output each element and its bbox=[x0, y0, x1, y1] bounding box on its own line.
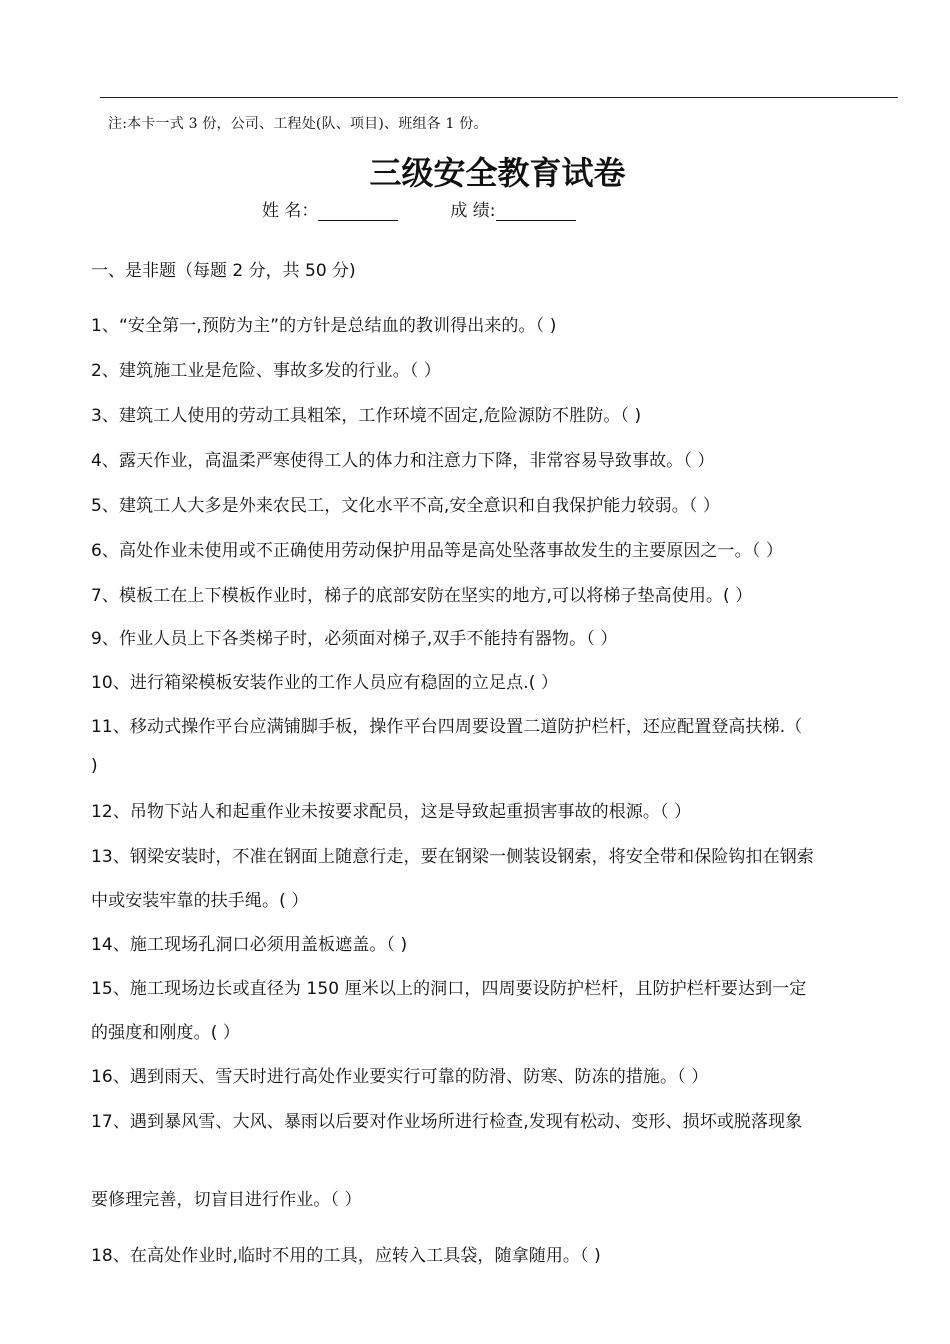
student-info-fields bbox=[262, 196, 576, 221]
top-divider bbox=[100, 97, 898, 98]
question-line: 16、遇到雨天、雪天时进行高处作业要实行可靠的防滑、防寒、防冻的措施。（ ） bbox=[91, 1067, 709, 1087]
question-line: 10、进行箱梁模板安装作业的工作人员应有稳固的立足点.( ） bbox=[91, 673, 559, 693]
score-label: 成 绩: bbox=[450, 201, 496, 221]
question-line: 7、模板工在上下模板作业时，梯子的底部安防在坚实的地方,可以将梯子垫高使用。( ） bbox=[91, 586, 753, 606]
header-note: 注:本卡一式 3 份，公司、工程处(队、项目)、班组各 1 份。 bbox=[108, 116, 488, 132]
question-line: 15、施工现场边长或直径为 150 厘米以上的洞口，四周要设防护栏杆，且防护栏杆要达到一定 bbox=[91, 979, 807, 999]
question-line: 6、高处作业未使用或不正确使用劳动保护用品等是高处坠落事故发生的主要原因之一。（ ） bbox=[91, 541, 783, 561]
question-line: 1、“安全第一,预防为主”的方针是总结血的教训得出来的。（ ) bbox=[91, 316, 557, 336]
question-line: 3、建筑工人使用的劳动工具粗笨，工作环境不固定,危险源防不胜防。（ ) bbox=[91, 406, 642, 426]
page-title: 三级安全教育试卷 bbox=[369, 154, 626, 192]
question-line: 9、作业人员上下各类梯子时，必须面对梯子,双手不能持有器物。（ ） bbox=[91, 629, 618, 649]
name-blank[interactable] bbox=[318, 200, 398, 221]
question-line: 4、露天作业，高温柔严寒使得工人的体力和注意力下降，非常容易导致事故。（ ） bbox=[91, 451, 715, 471]
question-line: 要修理完善，切盲目进行作业。（ ） bbox=[91, 1190, 362, 1210]
question-line: ) bbox=[91, 756, 98, 776]
name-label: 姓 名： bbox=[262, 201, 319, 221]
question-line: 的强度和刚度。( ） bbox=[91, 1023, 241, 1043]
question-line: 17、遇到暴风雪、大风、暴雨以后要对作业场所进行检查,发现有松动、变形、损坏或脱落现象 bbox=[91, 1112, 803, 1132]
question-line: 18、在高处作业时,临时不用的工具，应转入工具袋，随拿随用。（ ) bbox=[91, 1246, 601, 1266]
question-line: 11、移动式操作平台应满铺脚手板，操作平台四周要设置二道防护栏杆，还应配置登高扶梯.（ bbox=[91, 717, 803, 737]
question-line: 12、吊物下站人和起重作业未按要求配员，这是导致起重损害事故的根源。（ ） bbox=[91, 802, 692, 822]
question-line: 2、建筑施工业是危险、事故多发的行业。（ ） bbox=[91, 361, 441, 381]
section-heading: 一、是非题（每题 2 分，共 50 分) bbox=[91, 261, 356, 281]
question-line: 5、建筑工人大多是外来农民工，文化水平不高,安全意识和自我保护能力较弱。（ ） bbox=[91, 496, 721, 516]
question-line: 14、施工现场孔洞口必须用盖板遮盖。（ ) bbox=[91, 935, 408, 955]
question-line: 13、钢梁安装时，不准在钢面上随意行走，要在钢梁一侧装设钢索，将安全带和保险钩扣在钢索 bbox=[91, 847, 814, 867]
score-blank[interactable] bbox=[496, 200, 576, 221]
question-line: 中或安装牢靠的扶手绳。( ） bbox=[91, 891, 309, 911]
